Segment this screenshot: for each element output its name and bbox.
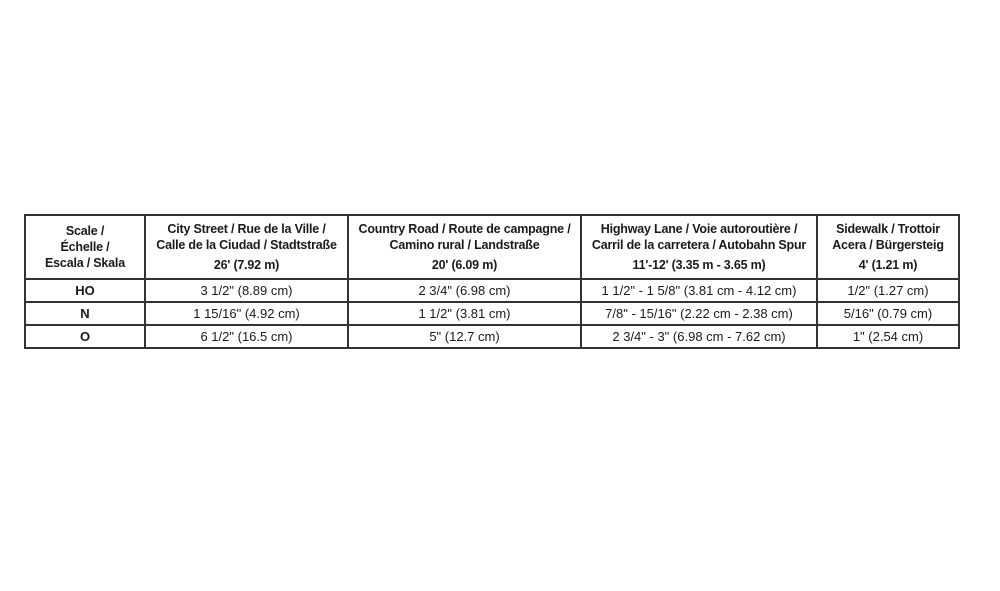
header-country-road-line-2: Camino rural / Landstraße xyxy=(389,238,540,252)
table-cell: 2 3/4" - 3" (6.98 cm - 7.62 cm) xyxy=(581,325,817,348)
header-country-road-width: 20' (6.09 m) xyxy=(431,258,498,272)
header-city-street-width: 26' (7.92 m) xyxy=(213,258,280,272)
table-row-o xyxy=(25,325,959,348)
row-label-o: O xyxy=(25,325,145,348)
row-label-ho: HO xyxy=(25,279,145,302)
header-sidewalk-line-2: Acera / Bürgersteig xyxy=(832,238,944,252)
header-scale-line-2: Échelle / xyxy=(60,240,110,254)
header-highway-lane xyxy=(581,215,817,279)
table-cell: 5" (12.7 cm) xyxy=(348,325,581,348)
header-city-street xyxy=(145,215,348,279)
header-scale-line-1: Scale / xyxy=(65,224,105,238)
header-country-road-line-1: Country Road / Route de campagne / xyxy=(358,222,571,236)
header-city-street-line-2: Calle de la Ciudad / Stadtstraße xyxy=(156,238,337,252)
header-sidewalk xyxy=(817,215,959,279)
table-cell: 1 1/2" (3.81 cm) xyxy=(348,302,581,325)
header-highway-lane-line-2: Carril de la carretera / Autobahn Spur xyxy=(591,238,807,252)
header-row xyxy=(25,215,959,279)
table-cell: 2 3/4" (6.98 cm) xyxy=(348,279,581,302)
table-cell: 1/2" (1.27 cm) xyxy=(817,279,959,302)
table-cell: 7/8" - 15/16" (2.22 cm - 2.38 cm) xyxy=(581,302,817,325)
header-highway-lane-width: 11'-12' (3.35 m - 3.65 m) xyxy=(632,258,766,272)
header-scale-line-3: Escala / Skala xyxy=(45,256,125,270)
table-cell: 1" (2.54 cm) xyxy=(817,325,959,348)
table-row-n xyxy=(25,302,959,325)
table-cell: 1 15/16" (4.92 cm) xyxy=(145,302,348,325)
table-cell: 3 1/2" (8.89 cm) xyxy=(145,279,348,302)
header-sidewalk-width: 4' (1.21 m) xyxy=(858,258,918,272)
table-cell: 5/16" (0.79 cm) xyxy=(817,302,959,325)
row-label-n: N xyxy=(25,302,145,325)
header-scale xyxy=(25,215,145,279)
table-cell: 1 1/2" - 1 5/8" (3.81 cm - 4.12 cm) xyxy=(581,279,817,302)
header-city-street-line-1: City Street / Rue de la Ville / xyxy=(167,222,326,236)
header-sidewalk-line-1: Sidewalk / Trottoir xyxy=(836,222,940,236)
table-cell: 6 1/2" (16.5 cm) xyxy=(145,325,348,348)
header-country-road xyxy=(348,215,581,279)
scale-conversion-table-container xyxy=(24,214,958,349)
header-highway-lane-line-1: Highway Lane / Voie autoroutière / xyxy=(600,222,798,236)
scale-conversion-table xyxy=(24,214,960,349)
table-row-ho xyxy=(25,279,959,302)
